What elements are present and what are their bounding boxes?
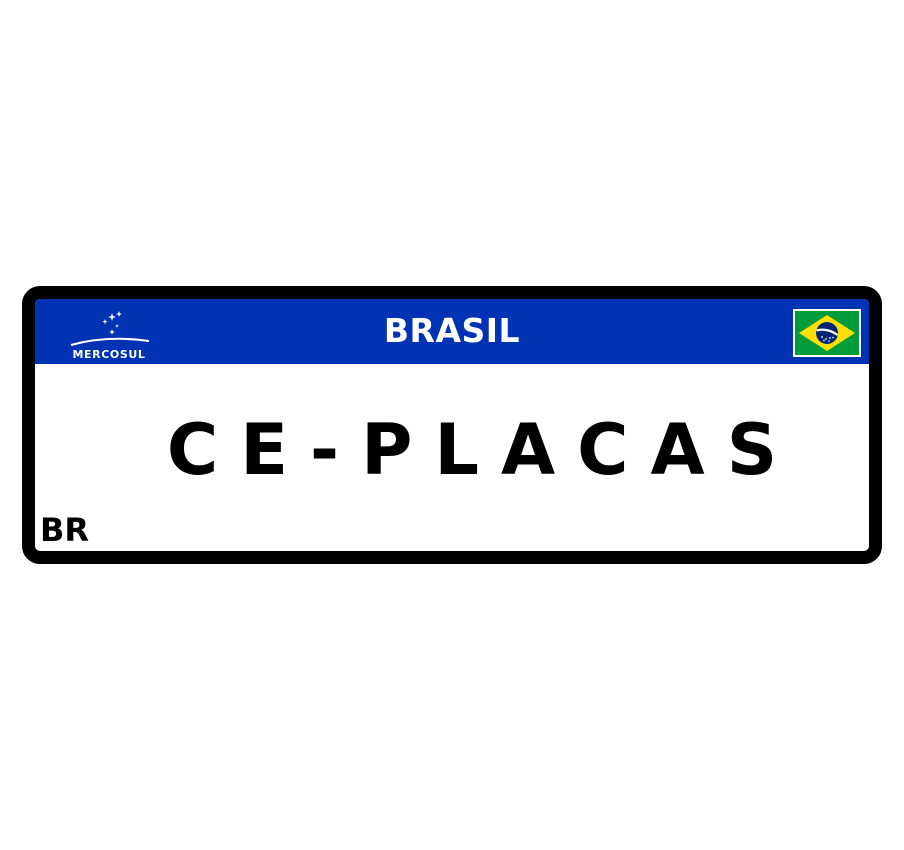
plate-header-bar: [35, 299, 869, 364]
mercosul-label: MERCOSUL: [72, 348, 146, 361]
license-plate: [22, 286, 882, 564]
brazil-flag-icon: [793, 309, 861, 357]
country-code: BR: [40, 511, 90, 549]
country-name: BRASIL: [383, 311, 521, 350]
plate-number: CE-PLACAS: [166, 409, 800, 491]
